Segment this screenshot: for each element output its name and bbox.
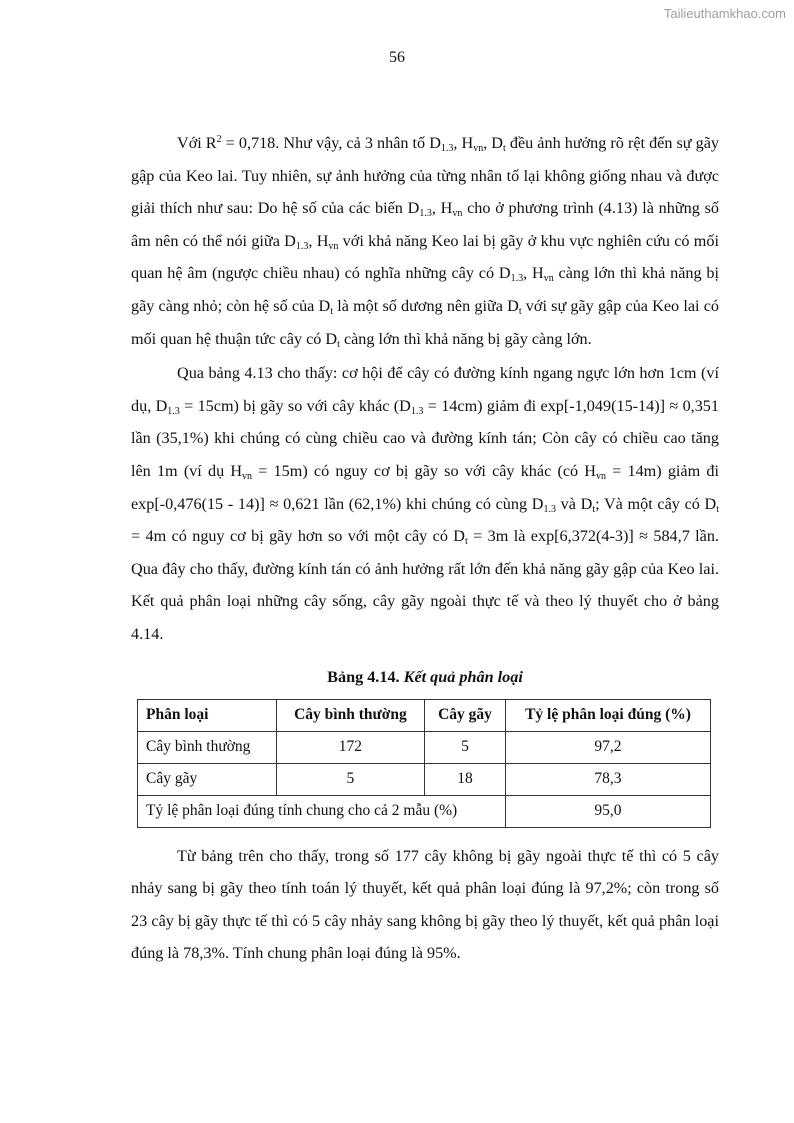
table-cell: 5 xyxy=(276,763,424,795)
table-summary-value: 95,0 xyxy=(505,795,710,827)
paragraph-2: Qua bảng 4.13 cho thấy: cơ hội để cây có đường kính ngang ngực lớn hơn 1cm (ví dụ, $D_{1.3} = 15cm$) bị gãy so với cây khác $(D_{1.3} = 14cm)$ giảm đi exp[-1,049(15-14)] ≈ 0,351 lần (35,1%) khi chúng có cùng chiều cao và đường kính tán; Còn cây có chiều cao tăng lên 1m (ví dụ $H_{vn} = 15m$) có nguy cơ bị gãy so với cây khác (có $H_{vn} = 14m$) giảm đi exp[-0,476(15 - 14)] ≈ 0,621 lần (62,1%) khi chúng có cùng $D_{1.3}$ và $D_t$; Và một cây có $D_t = 4m$ có nguy cơ bị gãy hơn so với một cây có $D_t = 3m$ là exp[6,372(4-3)] ≈ 584,7 lần. Qua đây cho thấy, đường kính tán có ảnh hưởng rất lớn đến khả năng gãy gập của Keo lai. Kết quả phân loại những cây sống, cây gãy ngoài thực tế và theo lý thuyết cho ở bảng 4.14. xyxy=(131,364,720,643)
page-number: 56 xyxy=(389,49,405,66)
table-header-cell: Cây bình thường xyxy=(276,699,424,731)
table-caption: Bảng 4.14. Kết quả phân loại xyxy=(327,667,523,686)
watermark: Tailieuthamkhao.com xyxy=(663,6,786,21)
document-body xyxy=(131,127,719,970)
classification-table xyxy=(137,699,711,828)
table-cell: 78,3 xyxy=(505,763,710,795)
table-header-row xyxy=(138,699,711,731)
table-cell: Cây bình thường xyxy=(138,731,277,763)
paragraph-3: Từ bảng trên cho thấy, trong số 177 cây không bị gãy ngoài thực tế thì có 5 cây nhảy sang bị gãy theo tính toán lý thuyết, kết quả phân loại đúng là 97,2%; còn trong số 23 cây bị gãy thực tế thì có 5 cây nhảy sang không bị gãy theo lý thuyết, kết quả phân loại đúng là 78,3%. Tính chung phân loại đúng là 95%. xyxy=(131,846,719,963)
table-cell: 18 xyxy=(425,763,506,795)
table-header-cell: Phân loại xyxy=(138,699,277,731)
paragraph-1: Với $R^2 = 0,718$. Như vậy, cả 3 nhân tố $D_{1.3}$, $H_{vn}$, $D_t$ đều ảnh hưởng rõ rệt đến sự gãy gập của Keo lai. Tuy nhiên, sự ảnh hưởng của từng nhân tố lại không giống nhau và được giải thích như sau: Do hệ số của các biến $D_{1.3}$, $H_{vn}$ cho ở phương trình (4.13) là những số âm nên có thể nói giữa $D_{1.3}$, $H_{vn}$ với khả năng Keo lai bị gãy ở khu vực nghiên cứu có mối quan hệ âm (ngược chiều nhau) có nghĩa những cây có $D_{1.3}$, $H_{vn}$ càng lớn thì khả năng bị gãy càng nhỏ; còn hệ số của $D_t$ là một số dương nên giữa $D_t$ với sự gãy gập của Keo lai có mối quan hệ thuận tức cây có $D_t$ càng lớn thì khả năng bị gãy càng lớn. xyxy=(131,134,720,350)
table-header-cell: Cây gãy xyxy=(425,699,506,731)
table-row xyxy=(138,731,711,763)
table-summary-row xyxy=(138,795,711,827)
table-row xyxy=(138,763,711,795)
table-cell: 5 xyxy=(425,731,506,763)
table-summary-label: Tỷ lệ phân loại đúng tính chung cho cả 2 mẫu (%) xyxy=(138,795,506,827)
table-cell: Cây gãy xyxy=(138,763,277,795)
table-header-cell: Tỷ lệ phân loại đúng (%) xyxy=(505,699,710,731)
table-cell: 172 xyxy=(276,731,424,763)
table-cell: 97,2 xyxy=(505,731,710,763)
